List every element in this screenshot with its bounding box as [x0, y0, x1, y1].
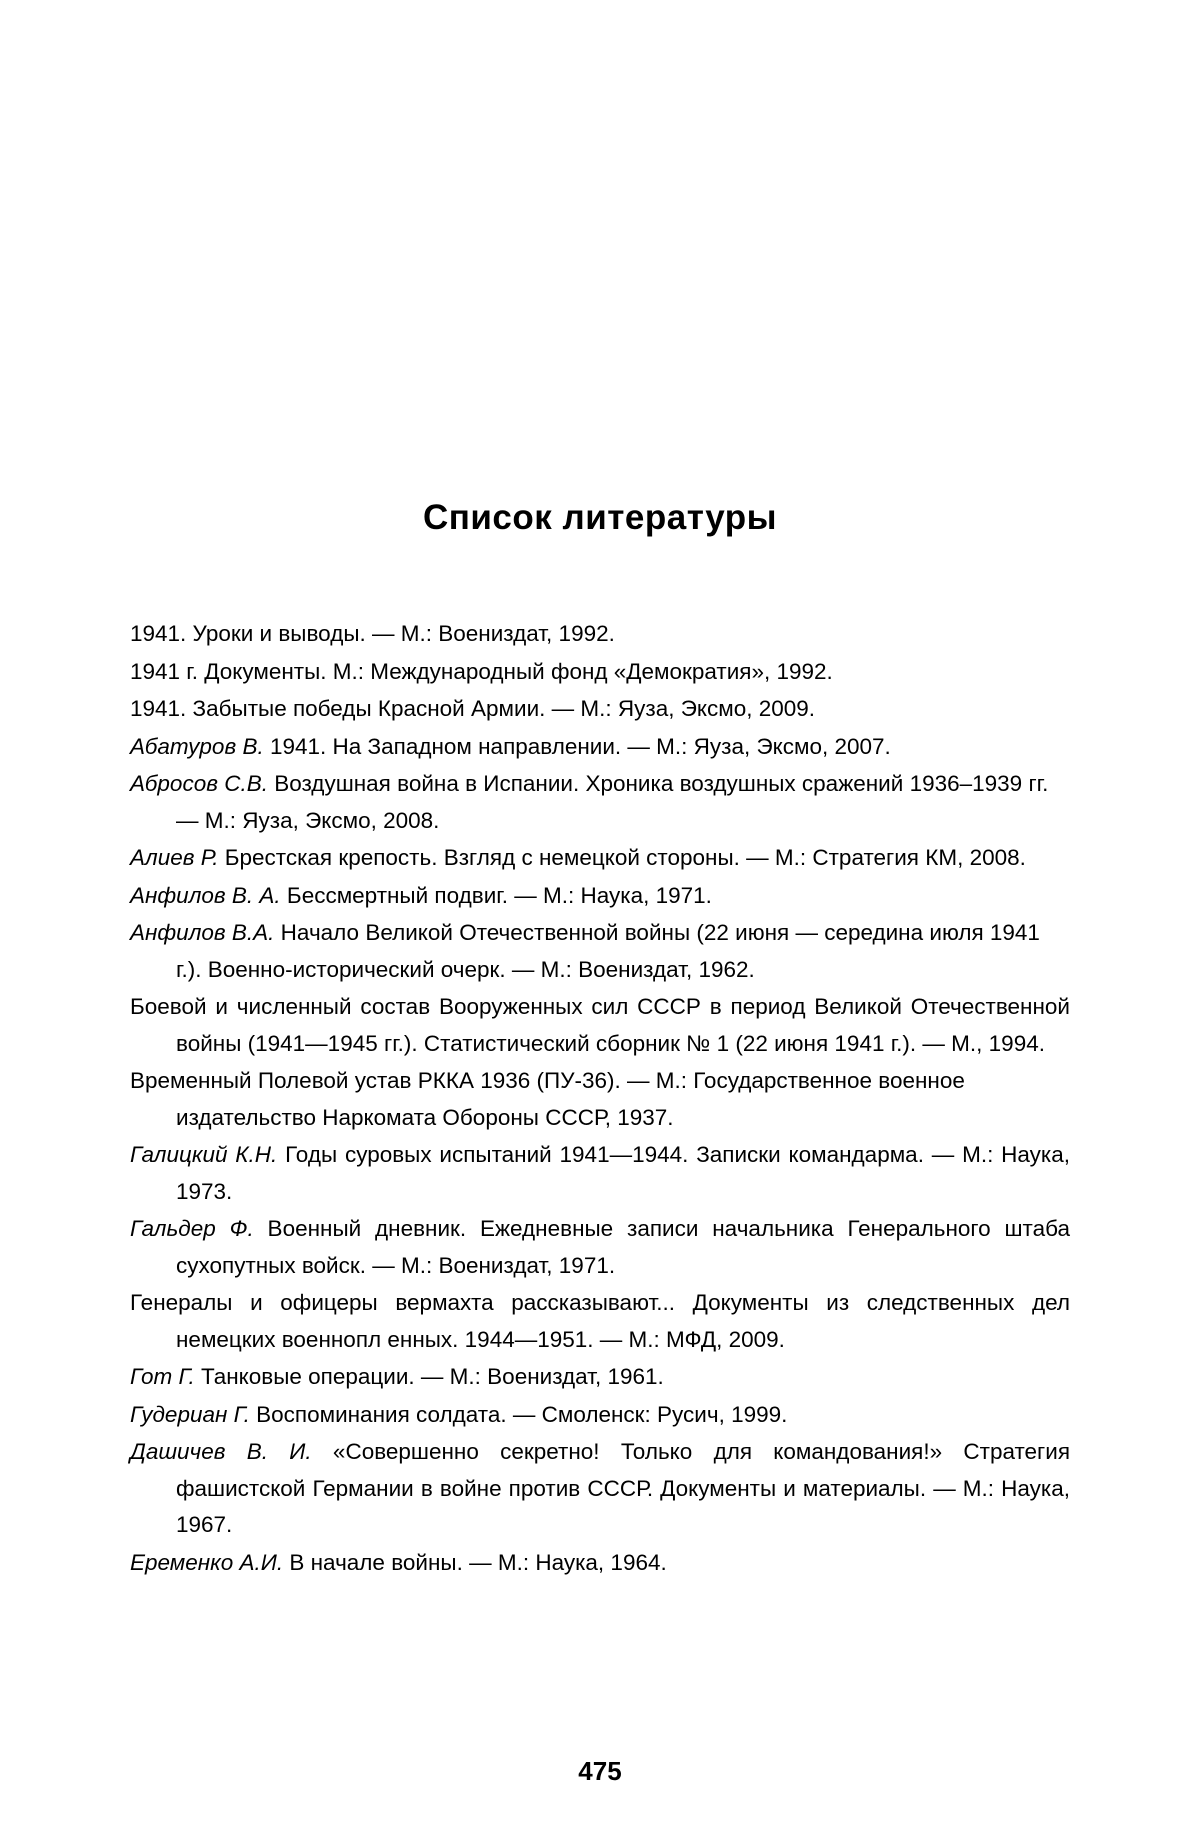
bibliography-entry — [130, 840, 1070, 877]
entry-text: Бессмертный подвиг. — М.: Наука, 1971. — [280, 882, 712, 908]
bibliography-entry — [130, 1434, 1070, 1544]
entry-text: 1941. Уроки и выводы. — М.: Воениздат, 1992. — [130, 621, 615, 646]
entry-author: Дашичев В. И. — [130, 1439, 312, 1464]
bibliography-entry — [130, 1211, 1070, 1284]
entry-author: Абатуров В. — [130, 733, 264, 759]
entry-text: В начале войны. — М.: Наука, 1964. — [283, 1549, 667, 1575]
bibliography-entry — [130, 1545, 1070, 1582]
entry-author: Гот Г. — [130, 1364, 195, 1389]
entry-author: Алиев Р. — [130, 845, 219, 870]
bibliography-entry — [130, 691, 1070, 728]
entry-text: «Совершенно секретно! Только для командования!» Стратегия фашистской Германии в войне против СССР. Документы и материалы. — М.: Наука, 1967. — [176, 1439, 1071, 1537]
entry-text: Годы суровых испытаний 1941—1944. Записки командарма. — М.: Наука, 1973. — [176, 1142, 1071, 1204]
bibliography-entry — [130, 1285, 1070, 1358]
bibliography-list — [130, 616, 1070, 1581]
bibliography-entry — [130, 1137, 1070, 1210]
bibliography-entry — [130, 1063, 1070, 1136]
entry-text: Генералы и офицеры вермахта рассказывают... Документы из следственных дел немецких военнопл енных. 1944—1951. — М.: МФД, 2009. — [130, 1290, 1070, 1352]
page-title: Список литературы — [422, 498, 777, 537]
bibliography-entry — [130, 1397, 1070, 1434]
entry-text: Военный дневник. Ежедневные записи начальника Генерального штаба сухопутных войск. — М.: Воениздат, 1971. — [176, 1216, 1070, 1278]
bibliography-entry — [130, 729, 1070, 766]
entry-text: Воздушная война в Испании. Хроника воздушных сражений 1936–1939 гг. — М.: Яуза, Эксмо, 2008. — [176, 771, 1049, 833]
entry-text: 1941. На Западном направлении. — М.: Яуза, Эксмо, 2007. — [263, 733, 891, 759]
bibliography-entry — [130, 654, 1070, 691]
bibliography-entry — [130, 989, 1070, 1062]
entry-author: Анфилов В.А. — [130, 920, 275, 945]
page-number: 475 — [578, 1756, 622, 1786]
bibliography-entry — [130, 1359, 1070, 1396]
entry-author: Галицкий К.Н. — [130, 1142, 278, 1167]
bibliography-entry — [130, 766, 1070, 839]
entry-author: Гальдер Ф. — [130, 1216, 254, 1241]
entry-text: Временный Полевой устав РККА 1936 (ПУ-36). — М.: Государственное военное издательство Наркомата Обороны СССР, 1937. — [130, 1068, 965, 1130]
entry-text: Брестская крепость. Взгляд с немецкой стороны. — М.: Стратегия КМ, 2008. — [218, 845, 1026, 870]
entry-author: Абросов С.В. — [130, 771, 268, 796]
entry-text: Начало Великой Отечественной войны (22 июня — середина июля 1941 г.). Военно-исторический очерк. — М.: Воениздат, 1962. — [176, 920, 1040, 982]
entry-text: Боевой и численный состав Вооруженных сил СССР в период Великой Отечественной войны (1941—1945 гг.). Статистический сборник № 1 (22 июня 1941 г.). — М., 1994. — [130, 994, 1070, 1056]
entry-text: Танковые операции. — М.: Воениздат, 1961. — [194, 1364, 664, 1389]
entry-author: Анфилов В. А. — [130, 882, 281, 908]
entry-text: 1941. Забытые победы Красной Армии. — М.: Яуза, Эксмо, 2009. — [130, 696, 816, 721]
entry-author: Гудериан Г. — [130, 1401, 250, 1427]
entry-text: Воспоминания солдата. — Смоленск: Русич, 1999. — [249, 1401, 788, 1427]
bibliography-entry — [130, 915, 1070, 988]
entry-author: Еременко А.И. — [130, 1549, 284, 1575]
bibliography-entry — [130, 878, 1070, 915]
entry-text: 1941 г. Документы. М.: Международный фонд «Демократия», 1992. — [130, 658, 833, 684]
bibliography-entry — [130, 616, 1070, 653]
